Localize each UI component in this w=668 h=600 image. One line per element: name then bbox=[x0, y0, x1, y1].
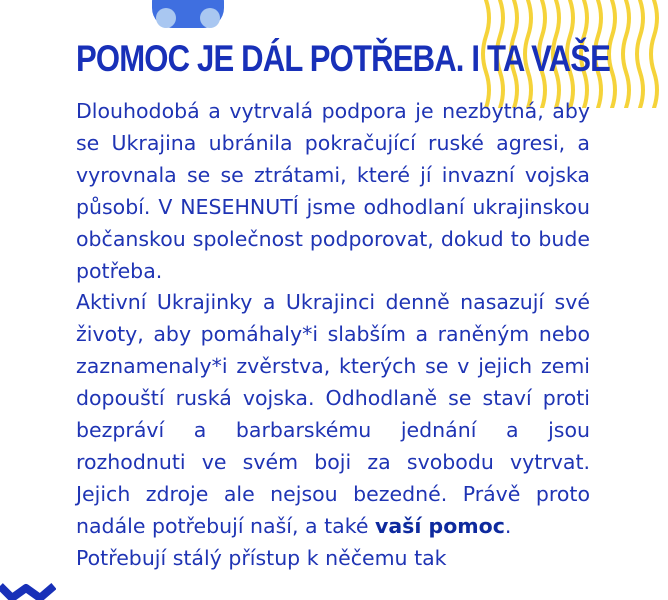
paragraph-activists-end: . bbox=[504, 513, 512, 538]
highlight-your-help: vaší pomoc bbox=[374, 513, 505, 538]
page-title: POMOC JE DÁL POTŘEBA. I TA VAŠE bbox=[76, 38, 611, 79]
paragraph-activists-text: Aktivní Ukrajinky a Ukrajinci denně nasazují své životy, aby pomáhaly*i slabším a raněným nebo zaznamenaly*i zvěrstva, kterých se v jejich zemi dopouští ruská vojska. Odhodlaně se staví proti bezpráví a barbarskému jednání a jsou rozhodnuti ve svém boji za svobodu vytrvat. Jejich zdroje ale nejsou bezedné. Právě proto nadále potřebují naší, a také bbox=[76, 290, 590, 538]
blue-blob-decoration bbox=[148, 0, 228, 30]
blue-arrow-decoration bbox=[0, 582, 56, 600]
paragraph-activists bbox=[76, 287, 590, 542]
article-body bbox=[76, 96, 590, 575]
paragraph-needs: Potřebují stálý přístup k něčemu tak bbox=[76, 545, 447, 570]
paragraph-intro: Dlouhodobá a vytrvalá podpora je nezbytná, aby se Ukrajina ubránila pokračující ruské agresi, a vyrovnala se se ztrátami, které jí invazní vojska působí. V NESEHNUTÍ jsme odhodlaní ukrajinskou občanskou společnost podporovat, dokud to bude potřeba. bbox=[76, 99, 590, 283]
blue-dots-decoration bbox=[60, 0, 130, 6]
